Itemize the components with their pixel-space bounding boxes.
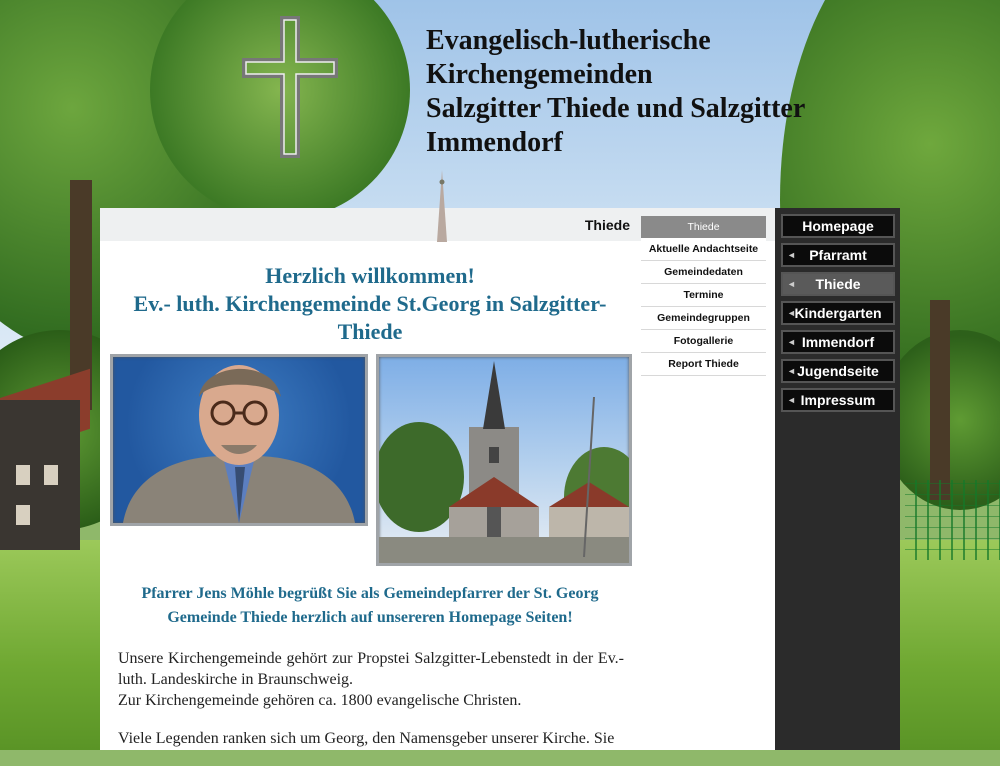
intro-sentence: Unsere Kirchengemeinde gehört zur Propstei Salzgitter-Lebenstedt in der Ev.-luth. Landeskirche in Braunschweig. bbox=[118, 650, 624, 688]
pastor-greeting: Pfarrer Jens Möhle begrüßt Sie als Gemeindepfarrer der St. Georg Gemeinde Thiede herzlich auf unsereren Homepage Seiten! bbox=[141, 585, 599, 626]
site-title bbox=[426, 24, 846, 160]
nav-item-label: Pfarramt bbox=[809, 247, 867, 263]
intro-paragraph bbox=[118, 648, 624, 711]
church-photo bbox=[376, 354, 632, 566]
nav-item-jugendseite[interactable] bbox=[781, 359, 895, 383]
nav-item-label: Jugendseite bbox=[797, 363, 879, 379]
nav-item-kindergarten[interactable] bbox=[781, 301, 895, 325]
intro-sentence: Zur Kirchengemeinde gehören ca. 1800 evangelische Christen. bbox=[118, 692, 522, 709]
subnav-item-thiede[interactable]: Thiede bbox=[641, 216, 766, 238]
nav-item-label: Thiede bbox=[815, 276, 861, 292]
welcome-line: Ev.- luth. Kirchengemeinde St.Georg in Salzgitter-Thiede bbox=[133, 291, 607, 344]
subnav-item-gemeindegruppen[interactable]: Gemeindegruppen bbox=[641, 307, 766, 330]
site-title-line: Evangelisch-lutherische bbox=[426, 25, 711, 56]
nav-item-label: Impressum bbox=[800, 392, 876, 408]
chevron-left-icon: ◄ bbox=[787, 250, 796, 260]
pastor-photo bbox=[110, 354, 368, 526]
subnav-item-gemeindedaten[interactable]: Gemeindedaten bbox=[641, 261, 766, 284]
sub-navigation bbox=[641, 216, 766, 376]
intro-text bbox=[118, 648, 624, 766]
nav-item-label: Kindergarten bbox=[794, 305, 882, 321]
site-title-line: Kirchengemeinden bbox=[426, 59, 653, 90]
page-title: Thiede bbox=[584, 217, 630, 233]
subnav-item-termine[interactable]: Termine bbox=[641, 284, 766, 307]
subnav-item-andachtseite[interactable]: Aktuelle Andachtseite bbox=[641, 238, 766, 261]
cross-logo bbox=[242, 16, 338, 158]
subnav-item-fotogallerie[interactable]: Fotogallerie bbox=[641, 330, 766, 353]
chevron-left-icon: ◄ bbox=[787, 308, 796, 318]
nav-item-immendorf[interactable] bbox=[781, 330, 895, 354]
nav-item-label: Immendorf bbox=[801, 334, 875, 350]
church-spire-decoration bbox=[435, 170, 449, 242]
welcome-heading bbox=[110, 262, 630, 346]
chevron-left-icon: ◄ bbox=[787, 366, 796, 376]
nav-item-pfarramt[interactable] bbox=[781, 243, 895, 267]
site-title-line: Immendorf bbox=[426, 127, 563, 158]
chevron-left-icon: ◄ bbox=[787, 395, 796, 405]
chevron-left-icon: ◄ bbox=[787, 337, 796, 347]
legend-paragraph: Viele Legenden ranken sich um Georg, den Namensgeber unserer Kirche. Sie bbox=[118, 730, 615, 747]
nav-item-impressum[interactable] bbox=[781, 388, 895, 412]
subnav-item-report-thiede[interactable]: Report Thiede bbox=[641, 353, 766, 376]
nav-item-homepage[interactable] bbox=[781, 214, 895, 238]
welcome-line: Herzlich willkommen! bbox=[265, 263, 475, 288]
site-title-line: Salzgitter Thiede und Salzgitter bbox=[426, 93, 806, 124]
main-navigation bbox=[775, 208, 900, 750]
nav-item-thiede[interactable] bbox=[781, 272, 895, 296]
chevron-left-icon: ◄ bbox=[787, 279, 796, 289]
nav-item-label: Homepage bbox=[802, 218, 874, 234]
